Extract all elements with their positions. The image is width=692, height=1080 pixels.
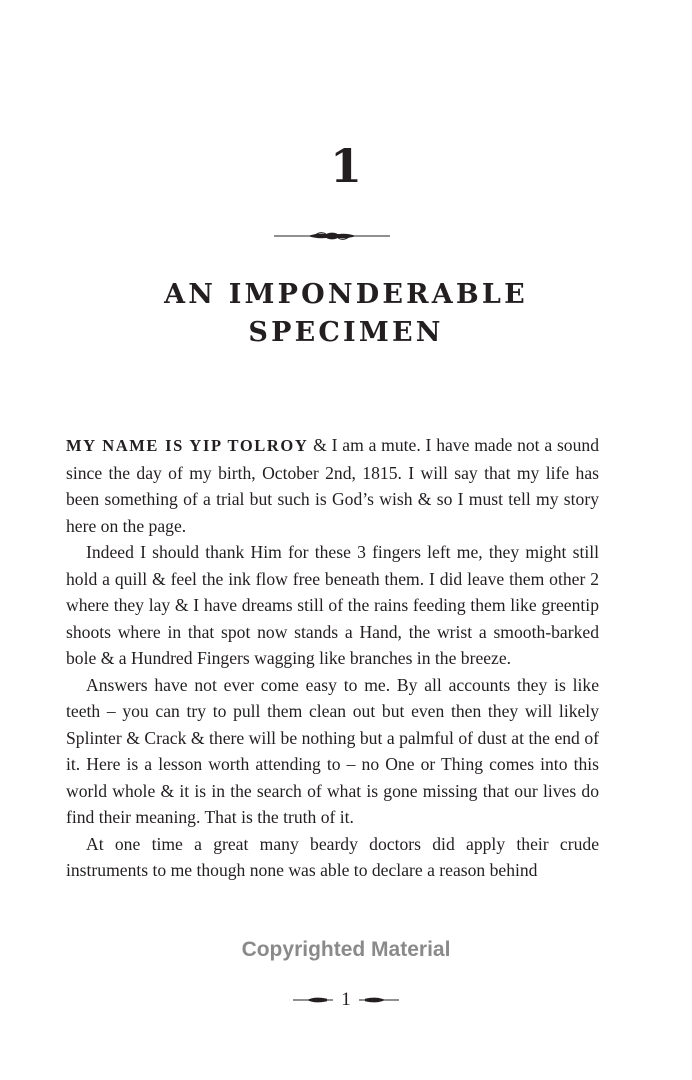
chapter-title (0, 276, 692, 352)
chapter-title-line-1: AN IMPONDERABLE (164, 279, 528, 310)
chapter-title-line-2: SPECIMEN (248, 317, 444, 348)
fleuron-left-icon (293, 994, 333, 1006)
body-text (66, 432, 599, 884)
paragraph-1-text: & I am a mute. I have made not a sound since the day of my birth, October 2nd, 1815. I will say that my life has been something of a trial but such is God’s wish & so I must tell my story here on the page. (66, 435, 599, 536)
chapter-ornament-icon (274, 226, 390, 246)
page-number: 1 (341, 989, 351, 1010)
paragraph-3: Answers have not ever come easy to me. By all accounts they is like teeth – you can try to pull them clean out but even then they will likely Splinter & Crack & there will be nothing but a palmful of dust at the end of it. Here is a lesson worth attending to – no One or Thing comes into this world whole & it is in the search of what is gone missing that our lives do find their meaning. That is the truth of it. (66, 674, 599, 827)
fleuron-right-icon (359, 994, 399, 1006)
lead-in: MY NAME IS YIP TOLROY (66, 436, 309, 455)
paragraph-1 (66, 432, 599, 539)
page-folio (0, 984, 692, 1016)
copyright-watermark: Copyrighted Material (241, 938, 451, 961)
paragraph-2: Indeed I should thank Him for these 3 fingers left me, they might still hold a quill & feel the ink flow free beneath them. I did leave them other 2 where they lay & I have dreams still of the rains feeding them like greentip shoots where in that spot now stands a Hand, the wrist a smooth-barked bole & a Hundred Fingers wagging like branches in the breeze. (66, 542, 599, 668)
paragraph-4: At one time a great many beardy doctors did apply their crude instruments to me though none was able to declare a reason behind (66, 833, 599, 880)
chapter-number: 1 (329, 139, 362, 193)
